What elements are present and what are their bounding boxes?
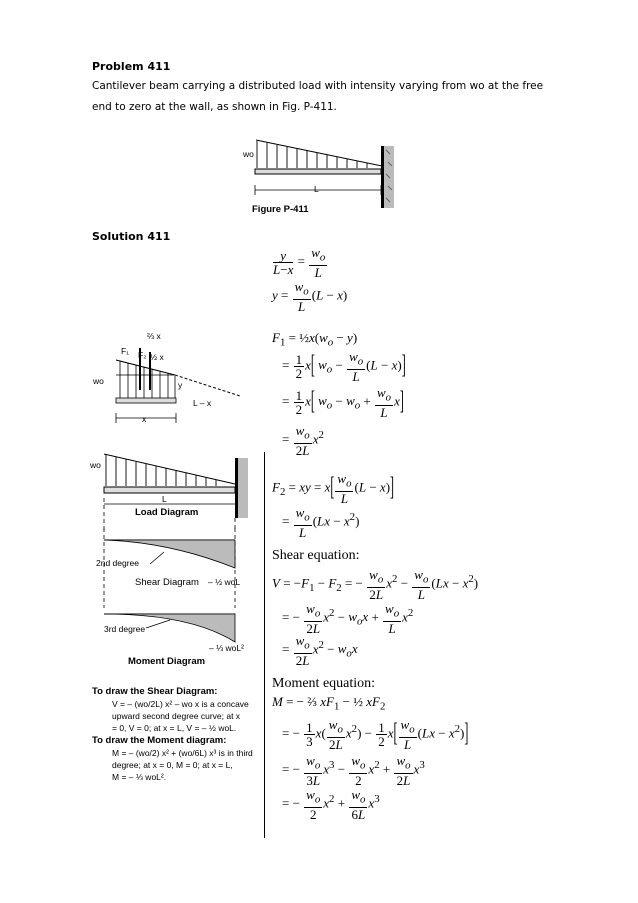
diagram-notes xyxy=(92,685,253,783)
moment-notes-heading: To draw the Moment diagram: xyxy=(92,735,227,746)
moment-degree-label: 3rd degree xyxy=(104,624,146,634)
problem-text-line-1: Cantilever beam carrying a distributed load with intensity varying from wo at the free xyxy=(92,80,544,92)
shear-end-value: – ½ woL xyxy=(208,577,241,587)
shear-diagram xyxy=(100,528,240,608)
shear-notes-heading: To draw the Shear Diagram: xyxy=(92,686,218,697)
shear-diagram-title: Shear Diagram xyxy=(135,577,199,588)
fbd-wo-label: wo xyxy=(93,376,104,386)
load-diagram xyxy=(90,452,260,532)
similar-triangles-equation: $\frac{y}{L-x}$ = $\frac{w_o}{L}$ xyxy=(273,245,326,280)
moment-note-line-1: M = – (wo/2) x² + (wo/6L) x³ is in third xyxy=(112,748,253,758)
f1-step-2: = $\frac{1}{2}$ x[ $w_o - w_o$ + $\frac{w_o}{L}$ x] xyxy=(282,385,404,420)
moment-end-value: – ⅓ woL² xyxy=(209,643,244,653)
figure-wo-label: wo xyxy=(243,149,254,159)
fbd-half-x-label: ½ x xyxy=(150,352,164,362)
problem-text-line-2: end to zero at the wall, as shown in Fig. P-411. xyxy=(92,101,337,113)
fbd-f2-label: F₂ xyxy=(138,350,147,360)
shear-equation-heading: Shear equation: xyxy=(272,548,360,563)
moment-note-line-2: degree; at x = 0, M = 0; at x = L, xyxy=(112,760,233,770)
f1-step-1: = $\frac{1}{2}$ x[ $w_o$ − $\frac{w_o}{L}$ (L − x)] xyxy=(282,349,406,384)
shear-degree-label: 2nd degree xyxy=(96,558,140,568)
shear-note-line-3: = 0, V = 0; at x = L, V = – ½ woL. xyxy=(112,723,237,733)
fbd-x-label: x xyxy=(142,414,147,424)
load-diagram-l-label: L xyxy=(162,494,167,504)
figure-caption: Figure P-411 xyxy=(252,204,309,215)
shear-note-line-2: upward second degree curve; at x xyxy=(112,711,241,721)
moment-step-2: = − $\frac{w_o}{3L}$ $x^3$ − $\frac{w_o}{2}$ $x^2$ + $\frac{w_o}{2L}$ $x^3$ xyxy=(282,753,425,788)
load-diagram-wo-label: wo xyxy=(90,460,101,470)
moment-result: = − $\frac{w_o}{2}$ $x^2$ + $\frac{w_o}{6L}$ $x^3$ xyxy=(282,787,380,822)
solution-title: Solution 411 xyxy=(92,230,171,243)
fbd-l-minus-x-label: L – x xyxy=(193,398,212,408)
y-equation: y = $\frac{w_o}{L}$ (L − x) xyxy=(272,279,348,314)
f1-equation: $F_1$ = $\frac{1}{2}x(w_o - y)$ xyxy=(272,330,358,349)
f2-equation: $F_2$ = xy = x[ $\frac{w_o}{L}$ (L − x)] xyxy=(272,471,395,506)
f2-result: = $\frac{w_o}{L}$ $(Lx - x^2)$ xyxy=(282,505,360,540)
problem-statement xyxy=(92,76,562,118)
f1-result: = $\frac{w_o}{2L}$ $x^2$ xyxy=(282,423,324,458)
fbd-two-thirds-x-label: ⅔ x xyxy=(147,331,161,341)
moment-equation: M = − ⅔ $xF_1$ − ½ $xF_2$ xyxy=(272,694,386,713)
load-diagram-title: Load Diagram xyxy=(135,507,199,518)
moment-diagram-title: Moment Diagram xyxy=(128,656,206,667)
shear-result: = $\frac{w_o}{2L}$ $x^2 - w_ox$ xyxy=(282,633,358,668)
moment-step-1: = − $\frac{1}{3}$ x( $\frac{w_o}{2L}$ $x^2$) − $\frac{1}{2}$ x[ $\frac{w_o}{L}$ $(Lx - x^2)$] xyxy=(282,717,469,752)
shear-equation: $V = -F_1 - F_2$ = − $\frac{w_o}{2L}$ $x^2$ − $\frac{w_o}{L}$ $(Lx - x^2)$ xyxy=(272,567,479,602)
problem-title: Problem 411 xyxy=(92,60,171,73)
moment-equation-heading: Moment equation: xyxy=(272,676,376,691)
shear-step-1: = − $\frac{w_o}{2L}$ $x^2 - w_ox$ + $\frac{w_o}{L}$ $x^2$ xyxy=(282,601,414,636)
fbd-f1-label: F₁ xyxy=(121,346,130,356)
figure-length-label: L xyxy=(314,184,319,194)
fbd-y-label: y xyxy=(178,380,183,390)
shear-note-line-1: V = – (wo/2L) x² – wo x is a concave xyxy=(112,699,249,709)
moment-note-line-3: M = – ⅓ woL². xyxy=(112,772,167,782)
